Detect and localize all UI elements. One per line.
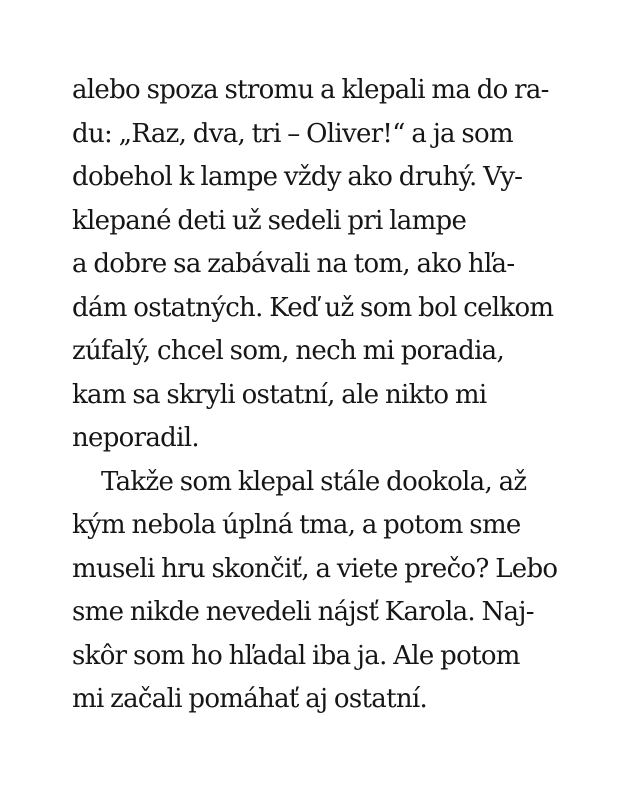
- text-line: kým nebola úplná tma, a potom sme: [72, 510, 521, 540]
- text-line: sme nikde nevedeli nájsť Karola. Naj-: [72, 597, 534, 627]
- text-line: mi začali pomáhať aj ostatní.: [72, 684, 428, 714]
- text-line: klepané deti už sedeli pri lampe: [72, 205, 467, 236]
- text-line: kam sa skryli ostatní, ale nikto mi: [72, 379, 487, 410]
- paragraph-start-line: Takže som klepal stále dookola, až: [101, 466, 527, 497]
- text-line: a dobre sa zabávali na tom, ako hľa-: [72, 249, 515, 279]
- text-line: alebo spoza stromu a klepali ma do ra-: [72, 75, 549, 105]
- text-line: zúfalý, chcel som, nech mi poradia,: [72, 336, 505, 366]
- text-line: museli hru skončiť, a viete prečo? Lebo: [72, 553, 558, 584]
- text-line: du: „Raz, dva, tri – Oliver!“ a ja som: [72, 118, 513, 149]
- text-line: neporadil.: [72, 423, 199, 453]
- text-line: dám ostatných. Keď už som bol celkom: [72, 292, 554, 323]
- text-line: dobehol k lampe vždy ako druhý. Vy-: [72, 162, 523, 192]
- body-text: [72, 69, 592, 722]
- text-line: skôr som ho hľadal iba ja. Ale potom: [72, 640, 520, 671]
